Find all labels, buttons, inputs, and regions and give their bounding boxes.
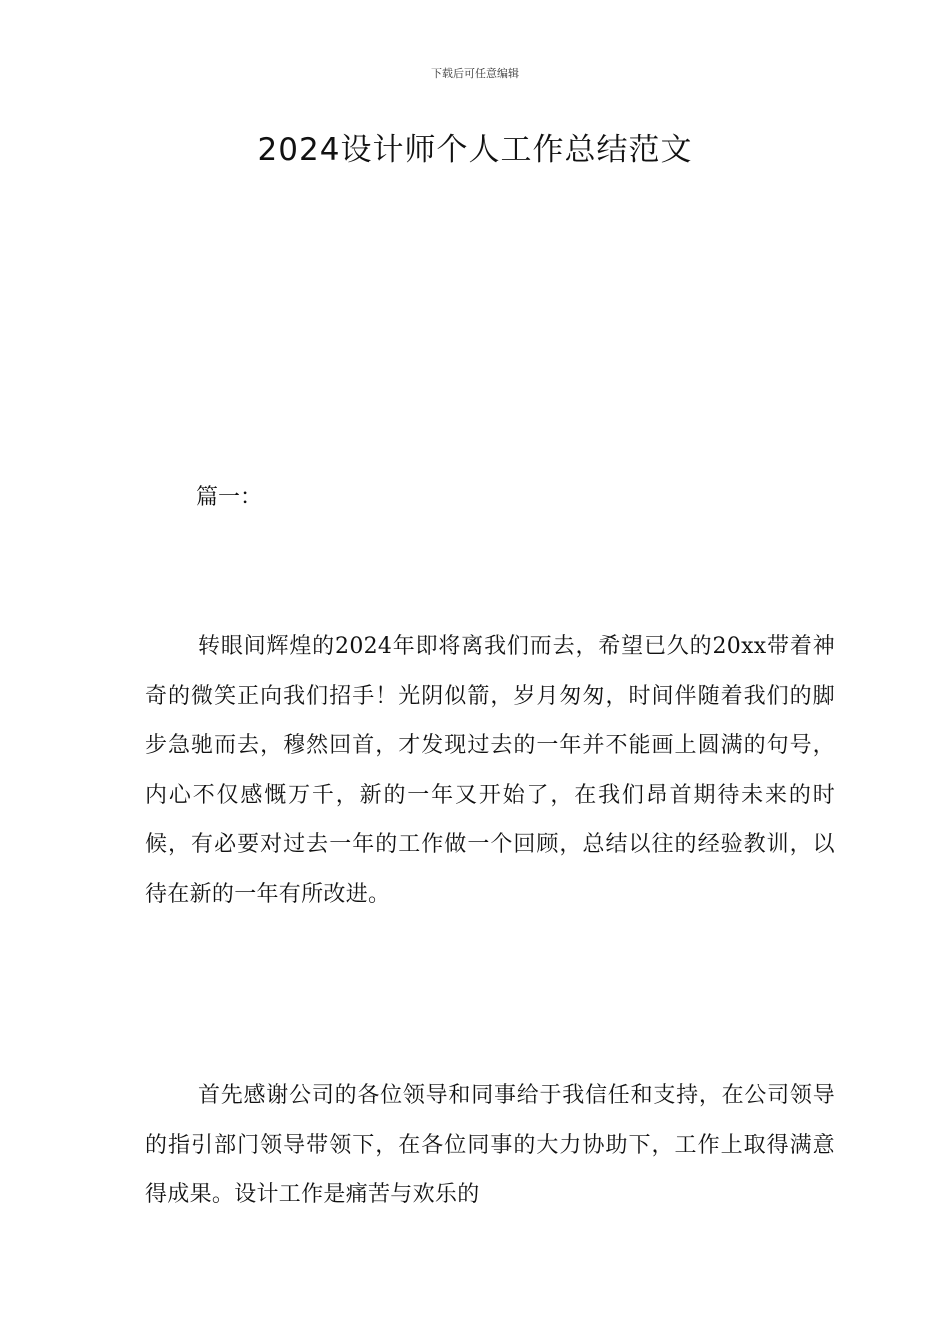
document-title: 2024设计师个人工作总结范文 [257,132,693,168]
body-paragraph-1: 转眼间辉煌的2024年即将离我们而去，希望已久的20xx带着神奇的微笑正向我们招手！光阴似箭，岁月匆匆，时间伴随着我们的脚步急驰而去，穆然回首，才发现过去的一年并不能画上圆满的句号，内心不仅感慨万千，新的一年又开始了，在我们昂首期待未来的时候，有必要对过去一年的工作做一个回顾，总结以往的经验教训，以待在新的一年有所改进。 [145,634,835,907]
header-note: 下载后可任意编辑 [431,67,519,80]
section-heading: 篇一： [196,485,263,510]
body-paragraph-2: 首先感谢公司的各位领导和同事给于我信任和支持，在公司领导的指引部门领导带领下，在各位同事的大力协助下，工作上取得满意得成果。设计工作是痛苦与欢乐的 [145,1083,835,1207]
